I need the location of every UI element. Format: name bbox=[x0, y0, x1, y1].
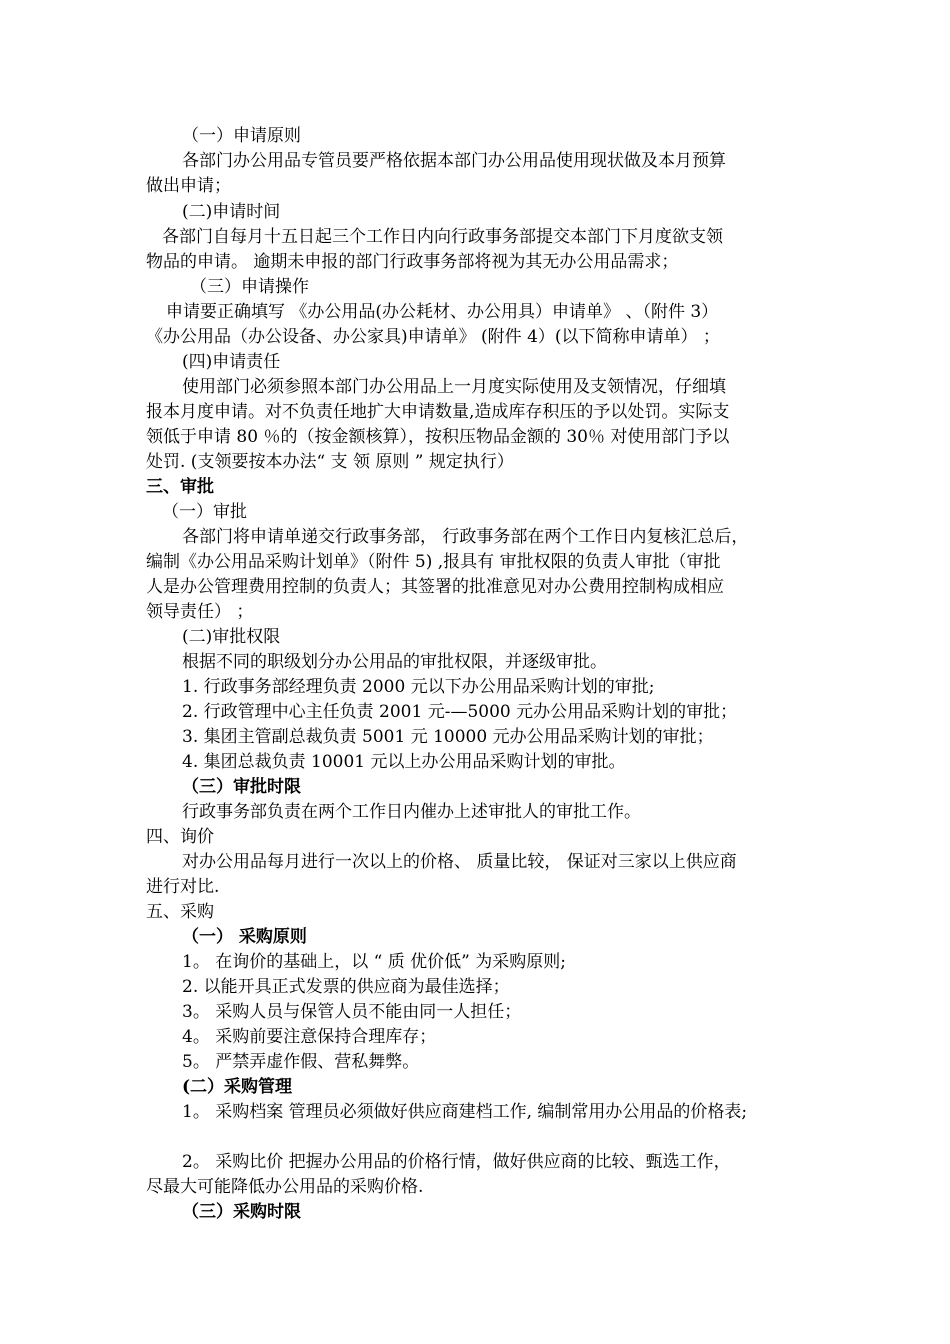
paragraph-line: 各部门办公用品专管员要严格依据本部门办公用品使用现状做及本月预算 bbox=[182, 151, 726, 171]
section-heading-inquiry: 四、询价 bbox=[146, 827, 214, 847]
paragraph-line: 报本月度申请。对不负责任地扩大申请数量,造成库存积压的予以处罚。实际支 bbox=[146, 402, 730, 422]
list-item: 5。 严禁弄虚作假、营私舞弊。 bbox=[182, 1052, 420, 1072]
paragraph-line: 使用部门必须参照本部门办公用品上一月度实际使用及支领情况，仔细填 bbox=[182, 377, 726, 397]
paragraph-line: 编制《办公用品采购计划单》（附件 5) ,报具有 审批权限的负责人审批（审批 bbox=[146, 552, 721, 572]
list-item: 2. 以能开具正式发票的供应商为最佳选择； bbox=[182, 977, 510, 997]
paragraph-line: 各部门将申请单递交行政事务部， 行政事务部在两个工作日内复核汇总后， bbox=[182, 527, 749, 547]
paragraph-line: 做出申请； bbox=[146, 176, 231, 196]
list-item: 1. 行政事务部经理负责 2000 元以下办公用品采购计划的审批; bbox=[182, 677, 655, 697]
paragraph-line: 根据不同的职级划分办公用品的审批权限，并逐级审批。 bbox=[182, 652, 607, 672]
paragraph-line: 领低于申请 80 ％的（按金额核算），按积压物品金额的 30％ 对使用部门予以 bbox=[146, 427, 730, 447]
list-item: 2. 行政管理中心主任负责 2001 元-—5000 元办公用品采购计划的审批； bbox=[182, 702, 738, 722]
list-item: 4。 采购前要注意保持合理库存； bbox=[182, 1027, 437, 1047]
section-heading-purchase: 五、采购 bbox=[146, 902, 214, 922]
heading-apply-responsibility: (四)申请责任 bbox=[182, 352, 281, 372]
paragraph-line: 行政事务部负责在两个工作日内催办上述审批人的审批工作。 bbox=[182, 802, 641, 822]
heading-approval-time-limit: （三）审批时限 bbox=[182, 777, 301, 797]
paragraph-line: 进行对比. bbox=[146, 877, 220, 897]
list-item: 4. 集团总裁负责 10001 元以上办公用品采购计划的审批。 bbox=[182, 752, 626, 772]
paragraph-line: 《办公用品（办公设备、办公家具)申请单》 (附件 4）(以下简称申请单） ； bbox=[146, 327, 720, 347]
list-item: 3. 集团主管副总裁负责 5001 元 10000 元办公用品采购计划的审批； bbox=[182, 727, 714, 747]
paragraph-line: 处罚. (支领要按本办法“ 支 领 原则 ” 规定执行） bbox=[146, 452, 514, 472]
heading-purchase-management: (二）采购管理 bbox=[182, 1077, 293, 1097]
heading-apply-time: (二)申请时间 bbox=[182, 202, 281, 222]
paragraph-line: 人是办公管理费用控制的负责人；其签署的批准意见对办公费用控制构成相应 bbox=[146, 577, 724, 597]
paragraph-line: 尽最大可能降低办公用品的采购价格. bbox=[146, 1177, 424, 1197]
heading-purchase-time-limit: （三）采购时限 bbox=[182, 1202, 301, 1222]
paragraph-line: 领导责任） ； bbox=[146, 602, 254, 622]
paragraph-line: 物品的申请。 逾期未申报的部门行政事务部将视为其无办公用品需求； bbox=[146, 252, 679, 272]
list-item: 2。 采购比价 把握办公用品的价格行情，做好供应商的比较、甄选工作， bbox=[182, 1152, 731, 1172]
paragraph-line: 对办公用品每月进行一次以上的价格、 质量比较， 保证对三家以上供应商 bbox=[182, 852, 737, 872]
section-heading-approval: 三、审批 bbox=[146, 477, 214, 497]
paragraph-line: 申请要正确填写 《办公用品(办公耗材、办公用具）申请单》 、（附件 3） bbox=[166, 302, 719, 322]
paragraph-line: 各部门自每月十五日起三个工作日内向行政事务部提交本部门下月度欲支领 bbox=[162, 227, 723, 247]
heading-apply-operation: （三）申请操作 bbox=[190, 277, 309, 297]
heading-approval: （一）审批 bbox=[162, 502, 247, 522]
list-item: 3。 采购人员与保管人员不能由同一人担任； bbox=[182, 1002, 522, 1022]
heading-apply-principle: （一）申请原则 bbox=[182, 126, 301, 146]
list-item: 1。 采购档案 管理员必须做好供应商建档工作, 编制常用办公用品的价格表; bbox=[182, 1102, 748, 1122]
heading-purchase-principle: （一） 采购原则 bbox=[182, 927, 307, 947]
heading-approval-authority: (二)审批权限 bbox=[182, 627, 281, 647]
list-item: 1。 在询价的基础上，以 “ 质 优价低” 为采购原则; bbox=[182, 952, 566, 972]
